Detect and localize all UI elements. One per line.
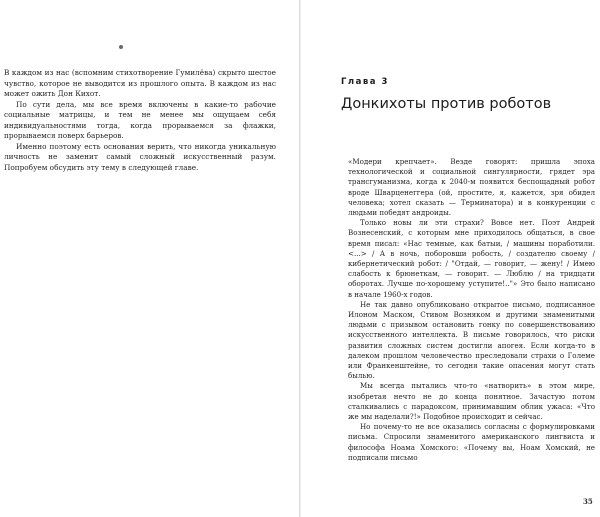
right-paragraph-5: Но почему-то не все оказались согласны с формулировками письма. Спросили знаменитого американского лингвиста и философа Ноама Хомского: «Почему вы, Ноам Хомский, не подписали письмо xyxy=(348,422,595,462)
right-paragraph-1: «Модери крепчает». Везде говорят: пришла эпоха технологической и социальной сингулярности, грядет эра трансгуманизма, когда к 2040-м появится беспощадный робот вроде Шварценеггера (ой, простите, я, кажется, зря обидел человека; хотел сказать — Терминатора) и в конкуренции с людьми победят андроиды. xyxy=(348,157,595,218)
right-paragraph-3: Не так давно опубликовано открытое письмо, подписанное Илоном Маском, Стивом Возняком и другими знаменитыми людьми с призывом остановить гонку по совершенствованию искусственного интеллекта. В письме говорилось, что риски развития сложных систем достигли апогея. Если когда-то в далеком прошлом человечество преследовали страхи о Големе или Франкенштейне, то сегодня такие опасения могут стать былью. xyxy=(348,299,595,381)
left-paragraph-2: По сути дела, мы все время включены в какие-то рабочие социальные матрицы, и тем не менее мы ощущаем себя индивидуальностями тогда, когда прорываемся за флажки, прорываемся поверх барьеров. xyxy=(4,99,276,140)
chapter-title: Донкихоты против роботов xyxy=(341,96,552,112)
left-paragraph-1: В каждом из нас (вспомним стихотворение Гумилёва) скрыто шестое чувство, которое не выводится из прошлого опыта. В каждом из нас может ожить Дон Кихот. xyxy=(4,68,276,98)
left-page xyxy=(0,0,299,517)
right-paragraph-4: Мы всегда пытались что-то «натворить» в этом мире, изобретая нечто не до конца понятное. Зачастую потом сталкивались с парадоксом, принимавшим облик ужаса: «Что же мы наделали?!» Подобное происходит и сейчас. xyxy=(348,381,595,422)
right-page xyxy=(301,0,600,517)
left-page-text xyxy=(4,68,276,173)
left-paragraph-3: Именно поэтому есть основания верить, что никогда уникальную личность не заменит самый сложный искусственный разум. Попробуем обсудить эту тему в следующей главе. xyxy=(4,141,276,172)
right-page-text xyxy=(348,157,595,463)
page-number: 35 xyxy=(583,497,593,506)
ornament-dot xyxy=(119,45,123,49)
chapter-label: Глава 3 xyxy=(341,77,389,87)
right-paragraph-2: Только новы ли эти страхи? Вовсе нет. Поэт Андрей Вознесенский, с которым мне приходилось общаться, в свое время писал: «Нас темные, как батыи, / машины поработили. <...> / А в ночь, поборовши робость, / создателю своему / кибернетический робот: / "Отдай, — говорит, — жену! / Имею слабость к брюнеткам, — говорит. — Люблю / на тридцати оборотах. Лучше по-хорошему уступите!.."» Это было написано в начале 1960-х годов. xyxy=(348,218,595,299)
